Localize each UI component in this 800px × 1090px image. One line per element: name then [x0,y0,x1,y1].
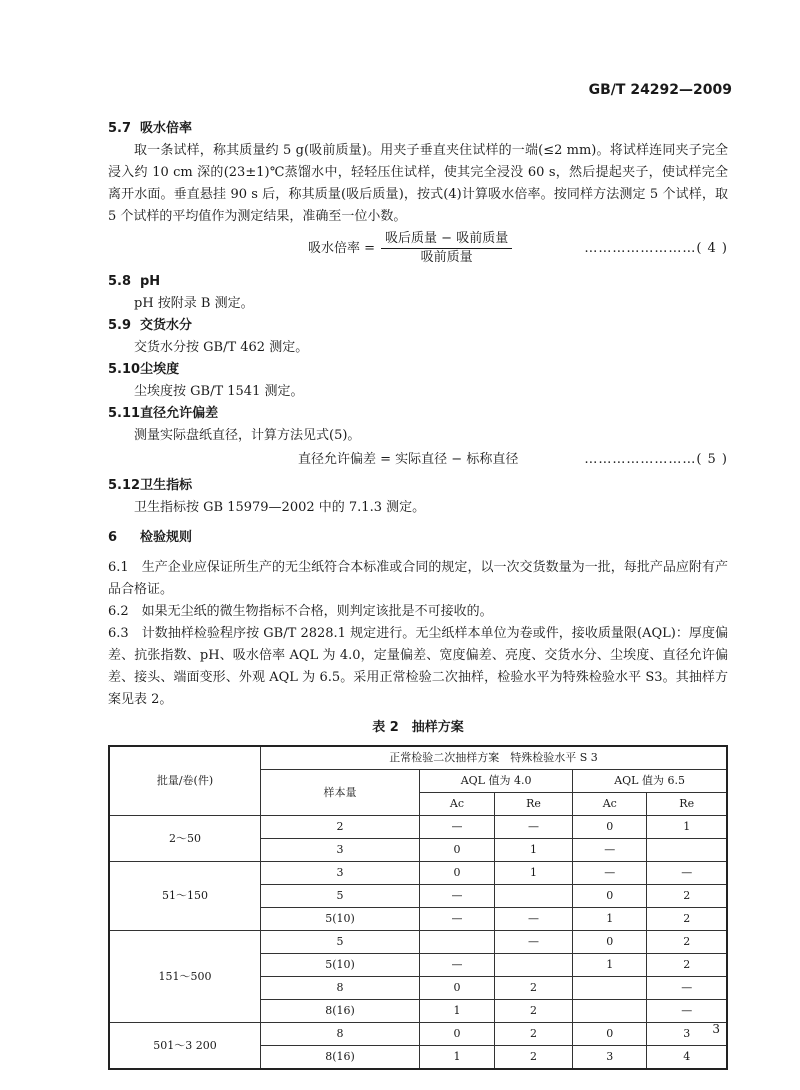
header-ac: Ac [420,793,495,816]
section-heading: 5.11直径允许偏差 [108,406,219,421]
table-cell: — [573,839,647,862]
table-cell: 1 [494,862,572,885]
table-cell: — [420,885,495,908]
table-cell: 3 [261,862,420,885]
clause-6-1: 6.1 生产企业应保证所生产的无尘纸符合本标准或合同的规定，以一次交货数量为一批，每批产品应附有产品合格证。 [108,560,728,597]
table-row [109,931,727,954]
formula-5: 直径允许偏差 = 实际直径 − 标称直径 ……………………( 5 ) [298,452,728,467]
header-aql-4: AQL 值为 4.0 [420,770,573,793]
table-cell: 1 [573,908,647,931]
table-cell [647,839,727,862]
table-cell: 8 [261,977,420,1000]
table-cell: 1 [420,1046,495,1070]
sampling-table [108,745,728,1070]
chapter-heading: 6 检验规则 [108,530,193,545]
clause-6-2: 6.2 如果无尘纸的微生物指标不合格，则判定该批是不可接收的。 [108,604,493,619]
table-cell: 2 [494,977,572,1000]
section-paragraph: 交货水分按 GB/T 462 测定。 [134,340,309,355]
table-cell: 2 [261,816,420,839]
table-row [109,1023,727,1046]
table-cell: — [647,977,727,1000]
table-cell: 0 [420,977,495,1000]
table-cell: 0 [573,885,647,908]
table-cell: 3 [573,1046,647,1070]
batch-cell: 501～3 200 [109,1023,261,1070]
batch-cell: 2～50 [109,816,261,862]
table-cell [494,954,572,977]
section-paragraph: 测量实际盘纸直径，计算方法见式(5)。 [134,428,361,443]
table-cell: 2 [647,931,727,954]
header-re: Re [647,793,727,816]
table-cell: 0 [420,862,495,885]
table-cell: 5(10) [261,908,420,931]
header-re: Re [494,793,572,816]
formula-4: 吸水倍率 = $\frac{\text{吸后质量 − 吸前质量}}{\text{吸前质量}}$ ……………………( 4 ) [308,231,728,265]
section-paragraph: pH 按附录 B 测定。 [134,296,254,311]
table-cell: 8(16) [261,1000,420,1023]
table-cell: 0 [573,1023,647,1046]
header-plan: 正常检验二次抽样方案 特殊检验水平 S 3 [261,746,728,770]
table-cell: 3 [261,839,420,862]
header-ac: Ac [573,793,647,816]
table-cell: 1 [494,839,572,862]
section-paragraph: 卫生指标按 GB 15979—2002 中的 7.1.3 测定。 [134,500,426,515]
header-sample-size: 样本量 [261,770,420,816]
table-cell: 3 [647,1023,727,1046]
table-row [109,816,727,839]
table-cell: 1 [420,1000,495,1023]
table-cell: 0 [573,931,647,954]
table-cell: — [420,908,495,931]
table-row [109,862,727,885]
table-cell: 2 [494,1000,572,1023]
table-cell [573,977,647,1000]
table-cell: 0 [573,816,647,839]
table-cell: 5 [261,931,420,954]
table-cell: 2 [494,1023,572,1046]
document-body [108,118,728,1070]
table-cell: — [420,816,495,839]
section-heading: 5.8 pH [108,274,161,289]
table-cell: — [494,908,572,931]
table-cell: 2 [647,954,727,977]
table-cell: 2 [647,885,727,908]
table-cell [420,931,495,954]
header-batch: 批量/卷(件) [109,746,261,816]
table-cell [573,1000,647,1023]
page-number: 3 [712,1022,720,1036]
table-cell: 4 [647,1046,727,1070]
header-aql-6-5: AQL 值为 6.5 [573,770,727,793]
table-cell: 0 [420,839,495,862]
section-paragraph: 尘埃度按 GB/T 1541 测定。 [134,384,304,399]
section-heading: 5.7 吸水倍率 [108,121,193,136]
table-cell: 5 [261,885,420,908]
table-cell: — [494,931,572,954]
table-cell: — [573,862,647,885]
table-title: 表 2 抽样方案 [372,720,464,735]
table-cell: 2 [494,1046,572,1070]
table-cell [494,885,572,908]
section-paragraph: 取一条试样，称其质量约 5 g(吸前质量)。用夹子垂直夹住试样的一端(≤2 mm)。将试样连同夹子完全浸入约 10 cm 深的(23±1)℃蒸馏水中，轻轻压住试样，使其完全浸没 60 s，然后提起夹子，使试样完全离开水面。垂直悬挂 90 s 后，称其质量(吸后质量)，按式(4)计算吸水倍率。按同样方法测定 5 个试样，取 5 个试样的平均值作为测定结果，准确至一位小数。 [108,143,728,224]
table-cell: — [647,862,727,885]
table-cell: 2 [647,908,727,931]
batch-cell: 51～150 [109,862,261,931]
table-cell: — [647,1000,727,1023]
clause-6-3: 6.3 计数抽样检验程序按 GB/T 2828.1 规定进行。无尘纸样本单位为卷或件，接收质量限(AQL)：厚度偏差、抗张指数、pH、吸水倍率 AQL 为 4.0，定量偏差、宽度偏差、亮度、交货水分、尘埃度、直径允许偏差、接头、端面变形、外观 AQL 为 6.5。采用正常检验二次抽样，检验水平为特殊检验水平 S3。其抽样方案见表 2。 [108,626,728,707]
table-cell: — [494,816,572,839]
batch-cell: 151～500 [109,931,261,1023]
table-cell: 1 [573,954,647,977]
table-cell: 8 [261,1023,420,1046]
section-heading: 5.12卫生指标 [108,478,193,493]
section-heading: 5.9 交货水分 [108,318,193,333]
table-cell: 0 [420,1023,495,1046]
table-cell: — [420,954,495,977]
table-cell: 5(10) [261,954,420,977]
section-heading: 5.10尘埃度 [108,362,180,377]
standard-number: GB/T 24292—2009 [588,82,732,98]
table-cell: 8(16) [261,1046,420,1070]
table-cell: 1 [647,816,727,839]
